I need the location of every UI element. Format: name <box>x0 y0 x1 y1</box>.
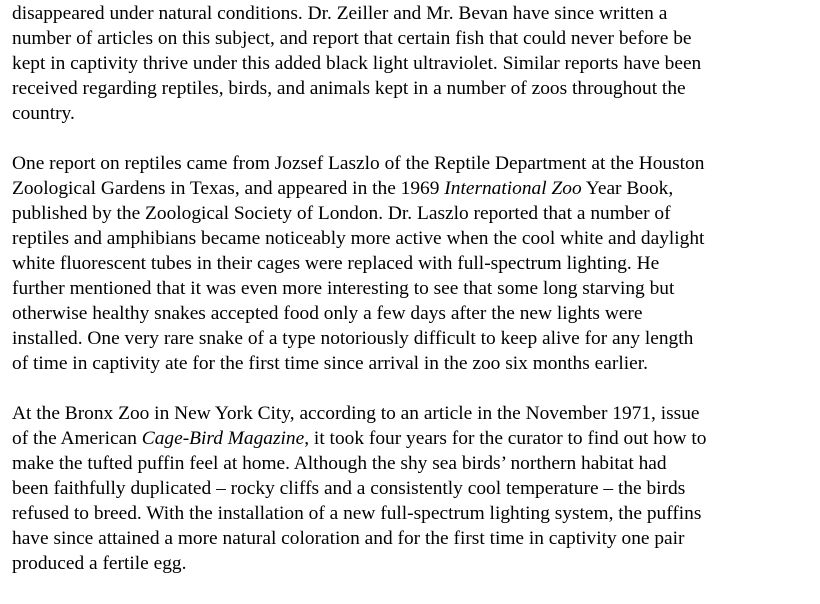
text-line: have since attained a more natural coloration and for the first time in captivity one pair <box>12 528 685 549</box>
text-line: One report on reptiles came from Jozsef Laszlo of the Reptile Department at the Houston <box>12 153 705 174</box>
text-line: been faithfully duplicated – rocky cliffs and a consistently cool temperature – the birds <box>12 478 686 499</box>
text-line: country. <box>12 103 75 124</box>
paragraph-bronx-puffins <box>12 401 818 576</box>
publication-title: International Zoo <box>444 178 582 199</box>
text-line <box>12 426 818 451</box>
paragraph-spacer <box>12 126 818 151</box>
text-line: published by the Zoological Society of London. Dr. Laszlo reported that a number of <box>12 203 671 224</box>
text-line: kept in captivity thrive under this added black light ultraviolet. Similar reports have been <box>12 53 702 74</box>
text-line: refused to breed. With the installation of a new full-spectrum lighting system, the puffins <box>12 503 702 524</box>
text-line: number of articles on this subject, and report that certain fish that could never before be <box>12 28 692 49</box>
text-line: white fluorescent tubes in their cages were replaced with full-spectrum lighting. He <box>12 253 660 274</box>
text-line: disappeared under natural conditions. Dr. Zeiller and Mr. Bevan have since written a <box>12 3 668 24</box>
text-line: further mentioned that it was even more interesting to see that some long starving but <box>12 278 675 299</box>
text-line: received regarding reptiles, birds, and animals kept in a number of zoos throughout the <box>12 78 686 99</box>
text-run: Year Book, <box>581 178 674 199</box>
paragraph-spacer <box>12 376 818 401</box>
publication-title: Cage-Bird Magazine <box>141 428 305 449</box>
text-run: , it took four years for the curator to find out how to <box>304 428 707 449</box>
text-line: of time in captivity ate for the first time since arrival in the zoo six months earlier. <box>12 353 648 374</box>
text-line: produced a fertile egg. <box>12 553 187 574</box>
text-line: At the Bronx Zoo in New York City, according to an article in the November 1971, issue <box>12 403 700 424</box>
paragraph-houston-reptiles <box>12 151 818 376</box>
text-line: reptiles and amphibians became noticeably more active when the cool white and daylight <box>12 228 705 249</box>
document-page <box>12 1 818 576</box>
text-run: of the American <box>12 428 142 449</box>
text-line <box>12 176 818 201</box>
paragraph-fish-zoos <box>12 1 818 126</box>
text-run: Zoological Gardens in Texas, and appeared in the 1969 <box>12 178 445 199</box>
text-line: make the tufted puffin feel at home. Although the shy sea birds’ northern habitat had <box>12 453 667 474</box>
text-line: otherwise healthy snakes accepted food only a few days after the new lights were <box>12 303 643 324</box>
text-line: installed. One very rare snake of a type notoriously difficult to keep alive for any length <box>12 328 694 349</box>
